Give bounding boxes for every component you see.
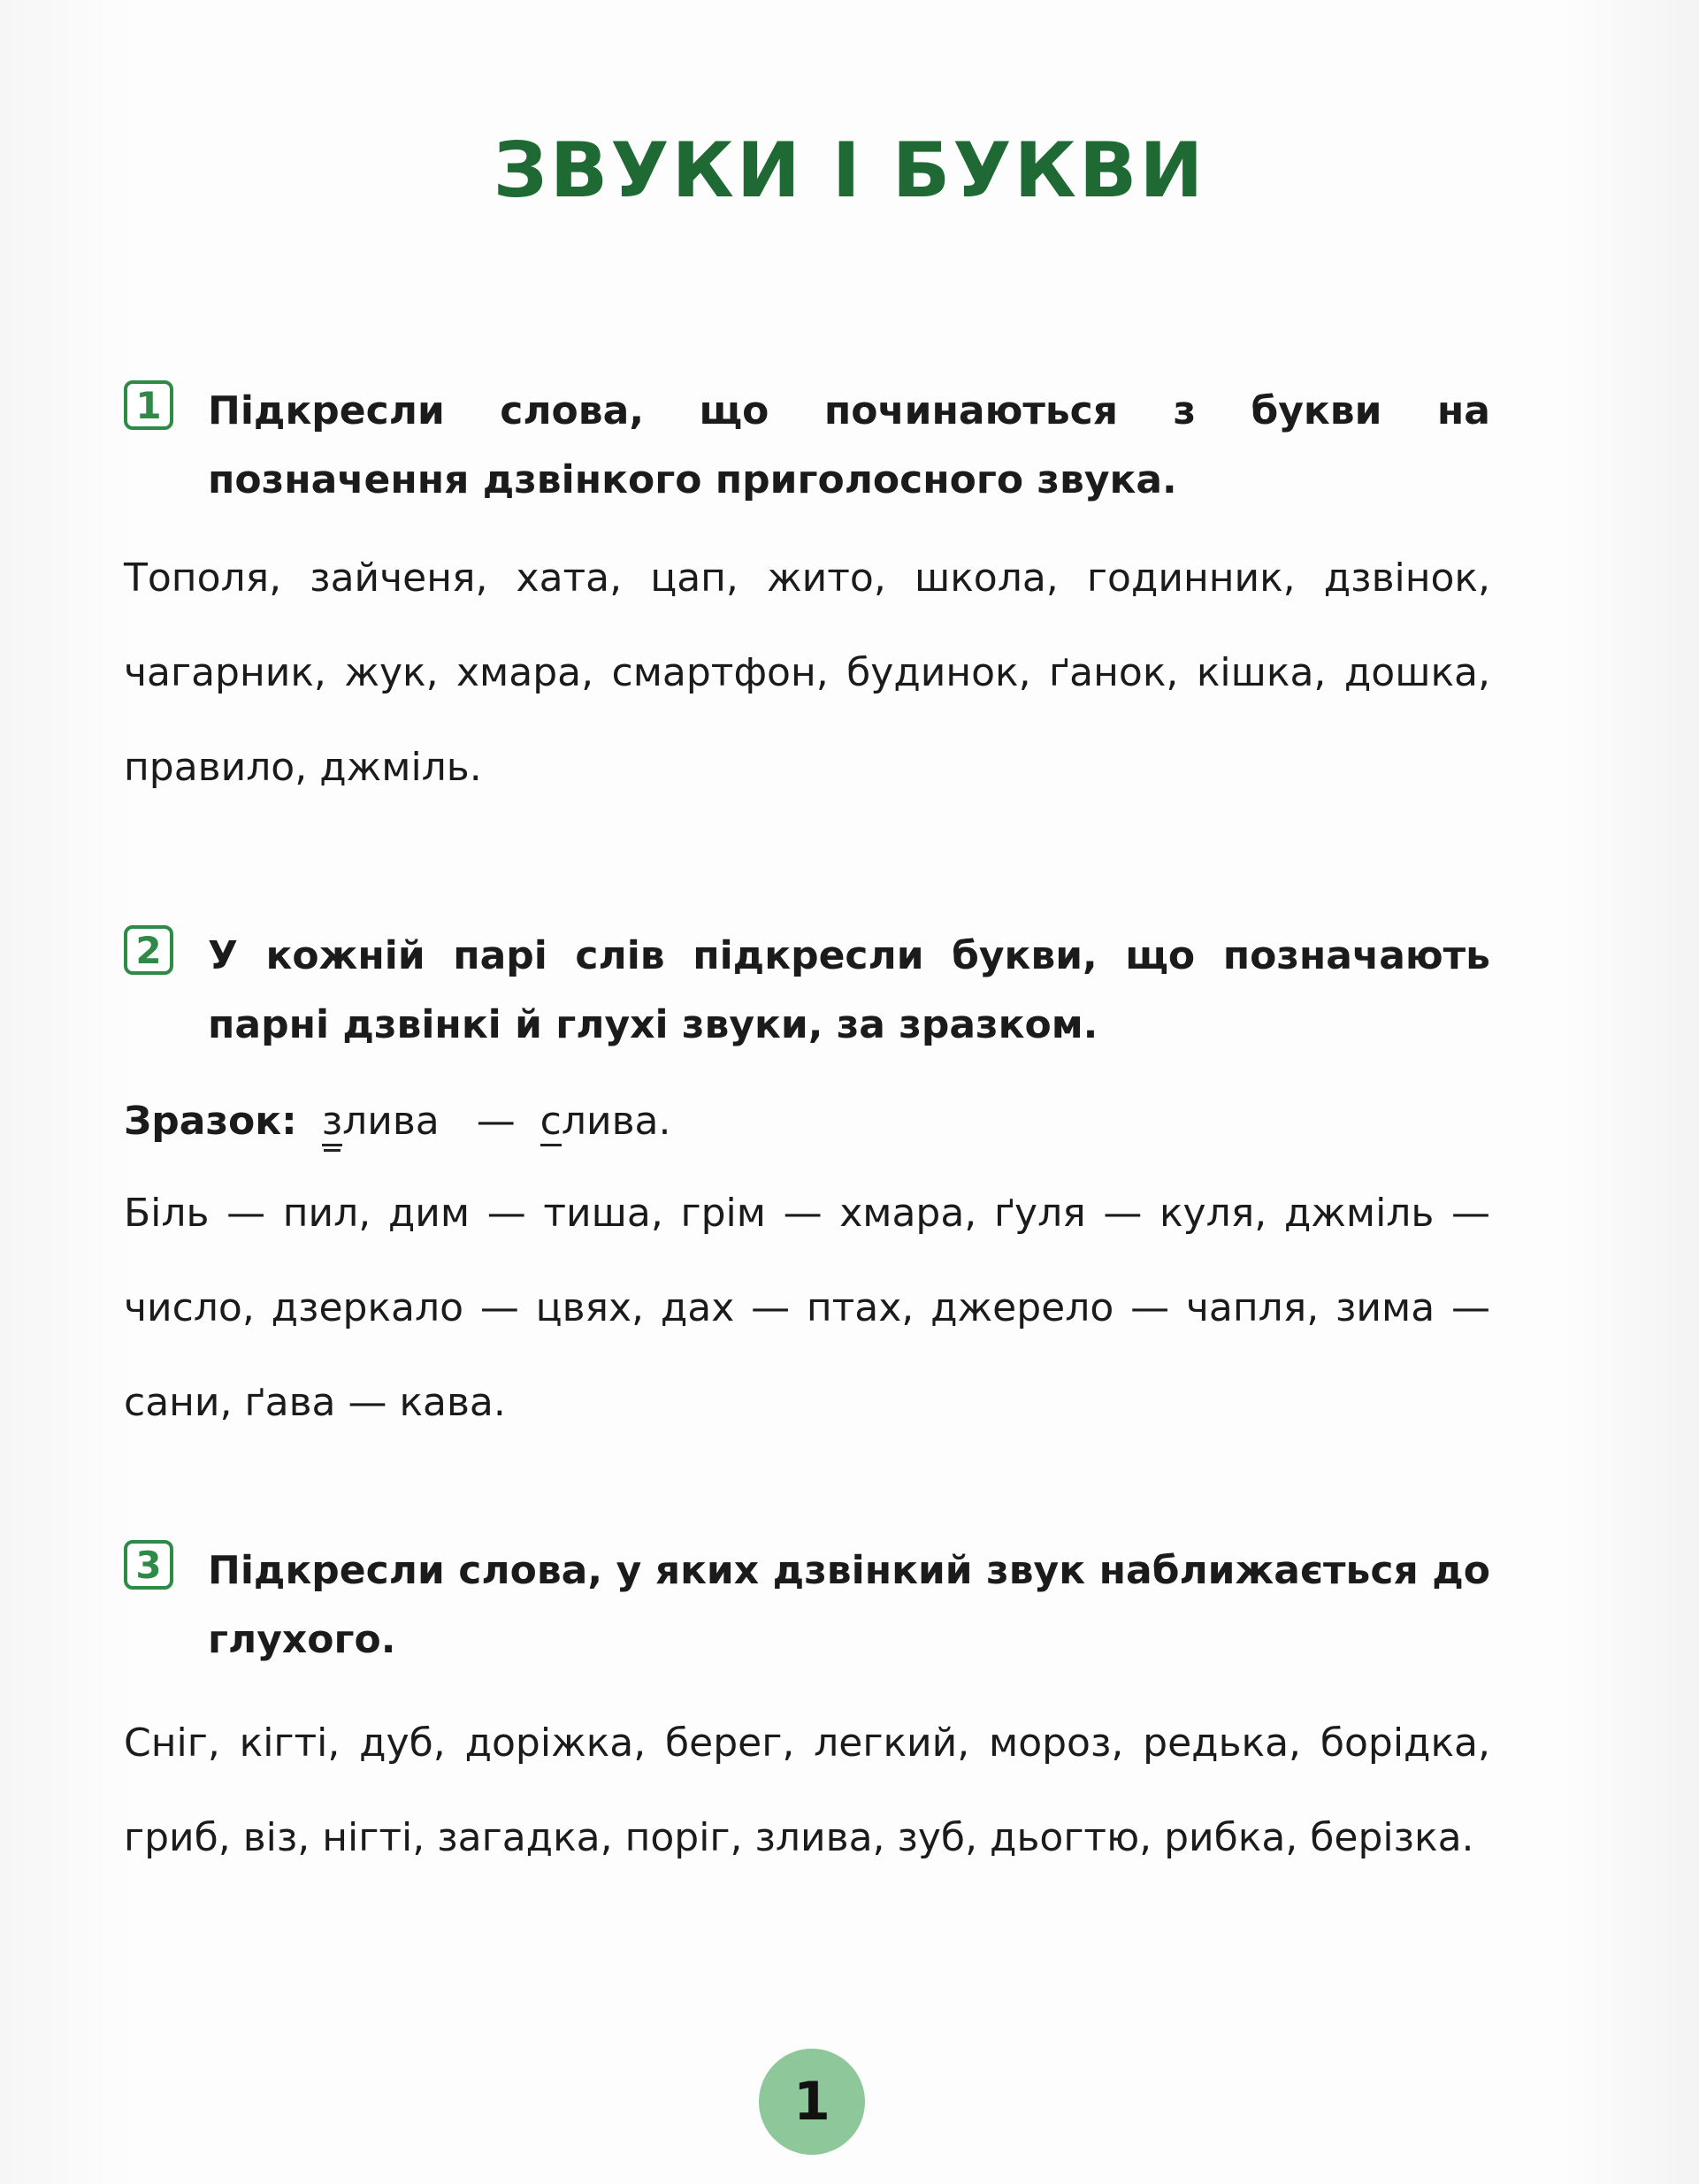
task-2-sample xyxy=(124,1077,1490,1166)
task-3 xyxy=(124,1536,1490,1885)
page-title: ЗВУКИ І БУКВИ xyxy=(493,126,1206,215)
task-number-badge: 3 xyxy=(124,1540,173,1590)
task-1 xyxy=(124,377,1490,815)
page-number: 1 xyxy=(759,2049,865,2155)
task-3-word-list: Сніг, кігті, дуб, доріжка, берег, легкий, мороз, редька, борідка, гриб, віз, нігті, загадка, поріг, злива, зуб, дьогтю, рибка, берізка. xyxy=(124,1720,1490,1860)
task-2 xyxy=(124,922,1490,1450)
sample-word-rest: лива xyxy=(342,1099,440,1144)
task-number-badge: 1 xyxy=(124,380,173,430)
sample-word-rest: лива. xyxy=(561,1099,671,1144)
task-2-instruction: У кожній парі слів підкресли букви, що позначають парні дзвінкі й глухі звуки, за зразком. xyxy=(208,933,1490,1047)
sample-dash: — xyxy=(476,1099,516,1144)
task-1-word-list: Тополя, зайченя, хата, цап, жито, школа, годинник, дзвінок, чагарник, жук, хмара, смартфон, будинок, ґанок, кішка, дошка, правило, джміль. xyxy=(124,556,1490,790)
task-1-header xyxy=(124,377,1490,515)
task-number-badge: 2 xyxy=(124,925,173,975)
task-3-header xyxy=(124,1536,1490,1674)
sample-underlined-letter-single: с xyxy=(540,1099,562,1146)
task-1-instruction: Підкресли слова, що починаються з букви на позначення дзвінкого приголосного звука. xyxy=(208,388,1490,502)
sample-label: Зразок: xyxy=(124,1099,297,1144)
sample-underlined-letter-double: з xyxy=(322,1099,342,1146)
task-2-header xyxy=(124,922,1490,1060)
task-3-instruction: Підкресли слова, у яких дзвінкий звук наближається до глухого. xyxy=(208,1548,1490,1662)
task-2-word-pairs: Біль — пил, дим — тиша, грім — хмара, ґуля — куля, джміль — число, дзеркало — цвях, дах — птах, джерело — чапля, зима — сани, ґава — кава. xyxy=(124,1191,1490,1425)
